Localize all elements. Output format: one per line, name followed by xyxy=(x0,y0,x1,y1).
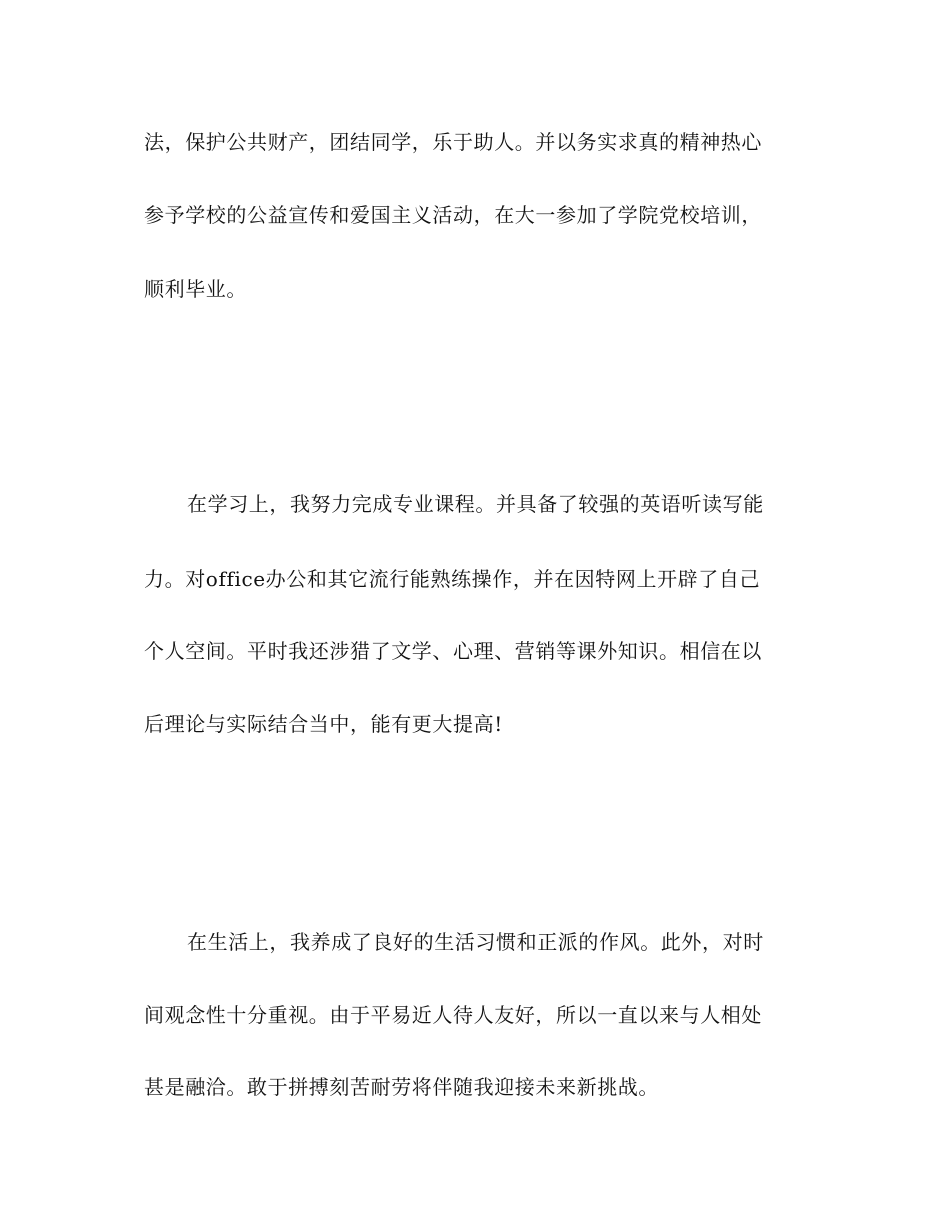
paragraph-line: 力。对office办公和其它流行能熟练操作，并在因特网上开辟了自己 xyxy=(144,567,761,591)
paragraph-line: 个人空间。平时我还涉猎了文学、心理、营销等课外知识。相信在以 xyxy=(144,639,762,663)
paragraph-line: 参予学校的公益宣传和爱国主义活动，在大一参加了学院党校培训， xyxy=(144,203,762,227)
paragraph-line: 顺利毕业。 xyxy=(144,277,247,301)
paragraph-line: 甚是融洽。敢于拼搏刻苦耐劳将伴随我迎接未来新挑战。 xyxy=(144,1075,659,1099)
paragraph-line: 法，保护公共财产，团结同学，乐于助人。并以务实求真的精神热心 xyxy=(144,130,762,154)
paragraph-line: 后理论与实际结合当中，能有更大提高! xyxy=(144,712,503,736)
paragraph-line: 间观念性十分重视。由于平易近人待人友好，所以一直以来与人相处 xyxy=(144,1003,762,1027)
paragraph-line: 在学习上，我努力完成专业课程。并具备了较强的英语听读写能 xyxy=(187,492,764,516)
paragraph-line: 在生活上，我养成了良好的生活习惯和正派的作风。此外，对时 xyxy=(187,930,764,954)
